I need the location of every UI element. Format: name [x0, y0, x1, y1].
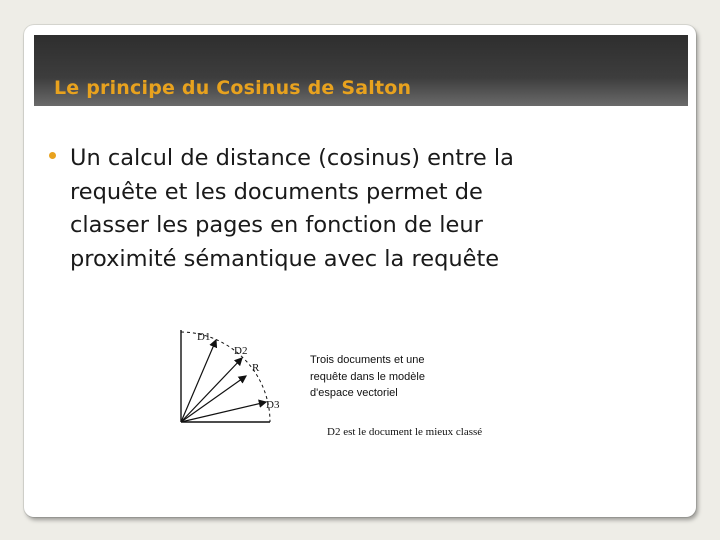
bullet-text	[70, 142, 650, 276]
bullet-line: proximité sémantique avec la requête	[70, 245, 500, 272]
label-d3: D3	[266, 399, 280, 411]
label-d1: D1	[197, 331, 211, 343]
bullet-line: Un calcul de distance (cosinus) entre la	[70, 145, 514, 171]
bullet-line: requête et les documents permet de	[70, 178, 483, 205]
vector-d2	[181, 358, 242, 422]
slide-title: Le principe du Cosinus de Salton	[54, 77, 412, 99]
vector-diagram	[170, 320, 530, 445]
bullet-line: classer les pages en fonction de leur	[70, 212, 483, 238]
caption-line: d'espace vectoriel	[310, 387, 398, 399]
caption-line: requête dans le modèle	[310, 371, 425, 383]
vector-d3	[181, 402, 266, 422]
label-r: R	[252, 362, 260, 374]
conclusion-text: D2 est le document le mieux classé	[327, 426, 483, 438]
vector-space-figure	[170, 320, 530, 445]
bullet-icon	[49, 152, 56, 159]
label-d2: D2	[234, 345, 248, 357]
caption-line: Trois documents et une	[310, 354, 425, 366]
